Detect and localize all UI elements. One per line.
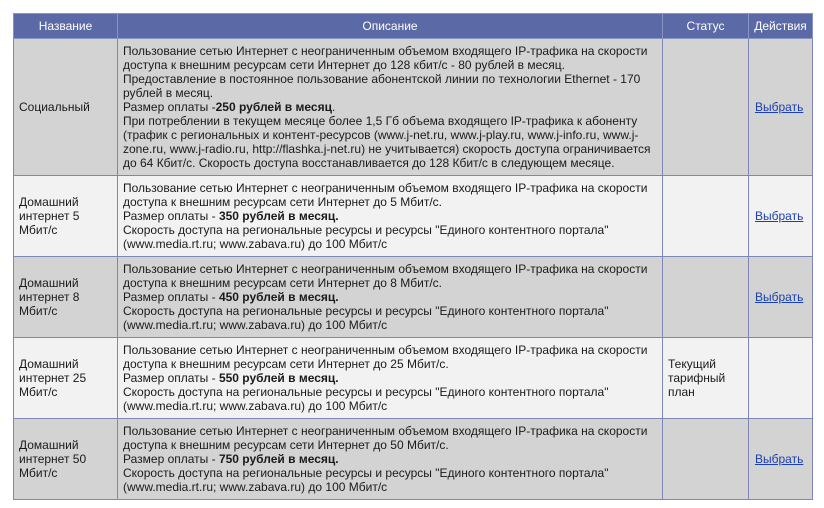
description-line [123,72,657,100]
tariff-description [118,176,663,257]
description-text: Размер оплаты - [123,209,219,223]
table-header-row [14,14,813,39]
table-row [14,257,813,338]
select-tariff-link[interactable]: Выбрать [755,452,804,466]
description-text-suffix: . [331,100,336,114]
tariff-name: Домашний интернет 8 Мбит/с [14,257,118,338]
table-row [14,419,813,500]
table-row [14,39,813,176]
tariff-table-container [13,13,812,500]
tariff-name: Социальный [14,39,118,176]
price-amount: 550 рублей в месяц. [218,371,339,385]
description-line [123,371,657,385]
description-line [123,223,657,251]
tariff-status: Текущий тарифный план [663,338,749,419]
description-text: Пользование сетью Интернет с неограниченным объемом входящего IP-трафика на скорости доступа к внешним ресурсам сети Интернет до 128 кбит/с - 80 рублей в месяц. [123,44,648,72]
description-line [123,343,657,371]
tariff-status [663,257,749,338]
description-line [123,262,657,290]
description-line [123,100,657,114]
tariff-action-cell [749,257,813,338]
description-text: Размер оплаты - [123,290,219,304]
table-row [14,338,813,419]
tariff-name: Домашний интернет 25 Мбит/с [14,338,118,419]
tariff-description [118,338,663,419]
description-line [123,466,657,494]
description-line [123,424,657,452]
tariff-status [663,39,749,176]
tariff-name: Домашний интернет 5 Мбит/с [14,176,118,257]
description-line [123,304,657,332]
description-line [123,44,657,72]
description-text: Скорость доступа на региональные ресурсы и ресурсы "Единого контентного портала" (www.media.rt.ru; www.zabava.ru) до 100 Мбит/с [123,223,609,251]
price-amount: 450 рублей в месяц. [218,290,339,304]
description-text: При потреблении в текущем месяце более 1,5 Гб объема входящего IP-трафика к абоненту (трафик с региональных и контент-ресурсов (www.j-net.ru, www.j-play.ru, www.j-info.ru, www.j-zone.ru, www.j-radio.ru, http://flashka.j-net.ru) не учитывается) скорость доступа ограничивается до 64 Кбит/с. Скорость доступа восстанавливается до 128 Кбит/с в следующем месяце. [123,114,651,170]
column-header-name: Название [14,14,118,39]
tariff-action-cell [749,419,813,500]
price-amount: 350 рублей в месяц. [218,209,339,223]
description-text: Размер оплаты - [123,452,219,466]
select-tariff-link[interactable]: Выбрать [755,100,804,114]
tariff-action-cell [749,176,813,257]
description-line [123,114,657,170]
description-text: Скорость доступа на региональные ресурсы и ресурсы "Единого контентного портала" (www.media.rt.ru; www.zabava.ru) до 100 Мбит/с [123,466,609,494]
tariff-action-cell [749,39,813,176]
description-line [123,452,657,466]
column-header-actions: Действия [749,14,813,39]
description-text: Пользование сетью Интернет с неограниченным объемом входящего IP-трафика на скорости доступа к внешним ресурсам сети Интернет до 25 Мбит/с. [123,343,648,371]
description-text: Скорость доступа на региональные ресурсы и ресурсы "Единого контентного портала" (www.media.rt.ru; www.zabava.ru) до 100 Мбит/с [123,385,609,413]
description-text: Размер оплаты - [123,100,216,114]
column-header-description: Описание [118,14,663,39]
price-amount: 250 рублей в месяц [215,100,332,114]
tariff-action-cell [749,338,813,419]
tariff-description [118,257,663,338]
tariff-table [13,13,813,500]
table-row [14,176,813,257]
description-text: Пользование сетью Интернет с неограниченным объемом входящего IP-трафика на скорости доступа к внешним ресурсам сети Интернет до 8 Мбит/с. [123,262,648,290]
description-text: Пользование сетью Интернет с неограниченным объемом входящего IP-трафика на скорости доступа к внешним ресурсам сети Интернет до 5 Мбит/с. [123,181,648,209]
description-text: Размер оплаты - [123,371,219,385]
description-line [123,290,657,304]
price-amount: 750 рублей в месяц. [218,452,339,466]
description-text: Скорость доступа на региональные ресурсы и ресурсы "Единого контентного портала" (www.media.rt.ru; www.zabava.ru) до 100 Мбит/с [123,304,609,332]
description-line [123,181,657,209]
select-tariff-link[interactable]: Выбрать [755,290,804,304]
description-line [123,209,657,223]
tariff-description [118,39,663,176]
tariff-status [663,419,749,500]
description-text: Предоставление в постоянное пользование абонентской линии по технологии Ethernet - 170 рублей в месяц. [123,72,641,100]
tariff-table-body [14,39,813,500]
description-text: Пользование сетью Интернет с неограниченным объемом входящего IP-трафика на скорости доступа к внешним ресурсам сети Интернет до 50 Мбит/с. [123,424,648,452]
tariff-description [118,419,663,500]
tariff-name: Домашний интернет 50 Мбит/с [14,419,118,500]
tariff-status [663,176,749,257]
select-tariff-link[interactable]: Выбрать [755,209,804,223]
column-header-status: Статус [663,14,749,39]
description-line [123,385,657,413]
